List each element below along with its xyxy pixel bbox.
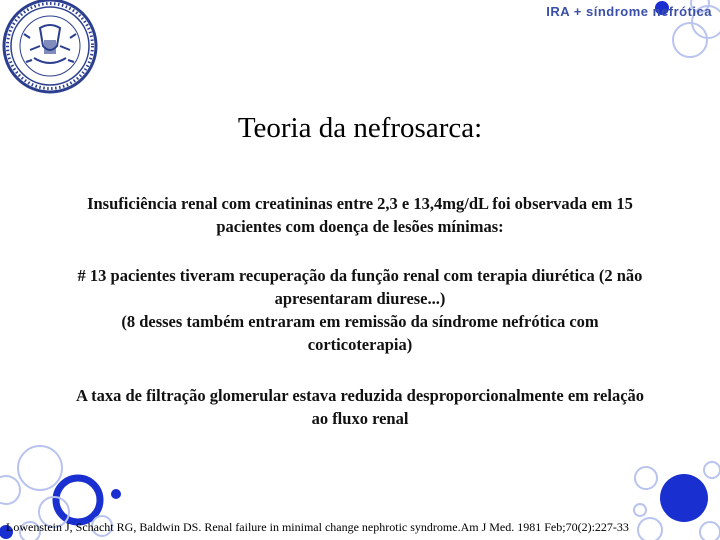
- header-title: IRA + síndrome nefrótica: [546, 4, 712, 19]
- university-seal-icon: [0, 0, 100, 95]
- paragraph-line: corticoterapia): [307, 335, 413, 354]
- deco-circle: [18, 446, 62, 490]
- reference-citation: Lowenstein J, Schacht RG, Baldwin DS. Renal failure in minimal change nephrotic syndrome.Am J Med. 1981 Feb;70(2):227-33: [6, 520, 629, 534]
- paragraph-line: (8 desses também entraram em remissão da síndrome nefrótica com: [121, 312, 599, 331]
- deco-circle: [635, 467, 657, 489]
- paragraph-line: A taxa de filtração glomerular estava reduzida desproporcionalmente em relação: [75, 386, 645, 405]
- paragraph-recovery: [10, 264, 710, 356]
- deco-circle: [111, 489, 121, 499]
- deco-circle: [673, 23, 707, 57]
- paragraph-line: apresentaram diurese...): [274, 289, 446, 308]
- paragraph-line: pacientes com doença de lesões mínimas:: [216, 217, 504, 236]
- paragraph-filtration: [10, 384, 710, 430]
- deco-circle: [0, 476, 20, 504]
- slide-title: Teoria da nefrosarca:: [237, 112, 483, 144]
- deco-circle: [704, 462, 720, 478]
- paragraph-line: # 13 pacientes tiveram recuperação da função renal com terapia diurética (2 não: [77, 266, 643, 285]
- paragraph-line: ao fluxo renal: [311, 409, 409, 428]
- paragraph-creatinine: [10, 192, 710, 238]
- deco-circle: [634, 504, 646, 516]
- paragraph-line: Insuficiência renal com creatininas entre 2,3 e 13,4mg/dL foi observada em 15: [87, 194, 633, 213]
- deco-circle: [660, 474, 708, 522]
